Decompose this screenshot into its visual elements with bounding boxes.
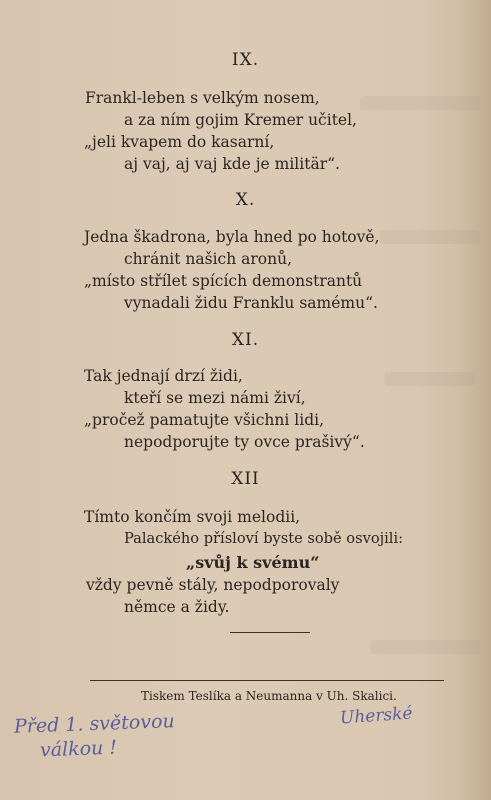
- end-ornament-rule: [230, 632, 310, 633]
- verse-x-line-4: vynadali židu Franklu samému“.: [124, 294, 378, 312]
- verse-ix-line-4: aj vaj, aj vaj kde je militär“.: [124, 155, 340, 173]
- footer-rule: [90, 680, 444, 681]
- verse-number-x: X.: [235, 190, 256, 210]
- verse-xi-line-1: Tak jednají drzí židi,: [84, 367, 243, 385]
- handwritten-note-line-2: válkou !: [39, 736, 118, 762]
- bleed-through-mark: [385, 372, 475, 386]
- verse-xii-line-5: němce a židy.: [124, 598, 230, 616]
- verse-ix-line-3: „jeli kvapem do kasarní,: [84, 133, 275, 151]
- verse-xi-line-4: nepodporujte ty ovce prašivý“.: [124, 433, 365, 451]
- page-edge-shadow: [457, 0, 491, 800]
- verse-number-xi: XI.: [231, 330, 260, 350]
- verse-x-line-2: chránit našich aronů,: [124, 250, 293, 268]
- verse-xii-line-4: vždy pevně stály, nepodporovaly: [86, 576, 340, 594]
- verse-xii-line-2: Palackého přísloví byste sobě osvojili:: [124, 530, 404, 547]
- verse-x-line-1: Jedna škadrona, byla hned po hotově,: [84, 228, 380, 246]
- verse-xi-line-3: „pročež pamatujte všichni lidi,: [84, 411, 325, 429]
- verse-number-xii: XII: [231, 469, 260, 489]
- verse-ix-line-2: a za ním gojim Kremer učitel,: [124, 111, 357, 129]
- printer-imprint: Tiskem Teslíka a Neumanna v Uh. Skalici.: [141, 689, 397, 703]
- verse-xii-line-1: Tímto končím svoji melodii,: [84, 508, 301, 526]
- verse-number-ix: IX.: [231, 50, 260, 70]
- handwritten-note-line-1: Před 1. světovou: [13, 710, 176, 738]
- bleed-through-mark: [380, 230, 480, 244]
- bleed-through-mark: [360, 96, 480, 110]
- verse-x-line-3: „místo střílet spících demonstrantů: [84, 272, 363, 290]
- verse-xi-line-2: kteří se mezi námi živí,: [124, 389, 306, 407]
- verse-ix-line-1: Frankl-leben s velkým nosem,: [85, 89, 320, 107]
- bleed-through-mark: [370, 640, 480, 654]
- verse-xii-line-3: „svůj k svému“: [186, 553, 320, 572]
- handwritten-note-right: Uherské: [339, 703, 414, 729]
